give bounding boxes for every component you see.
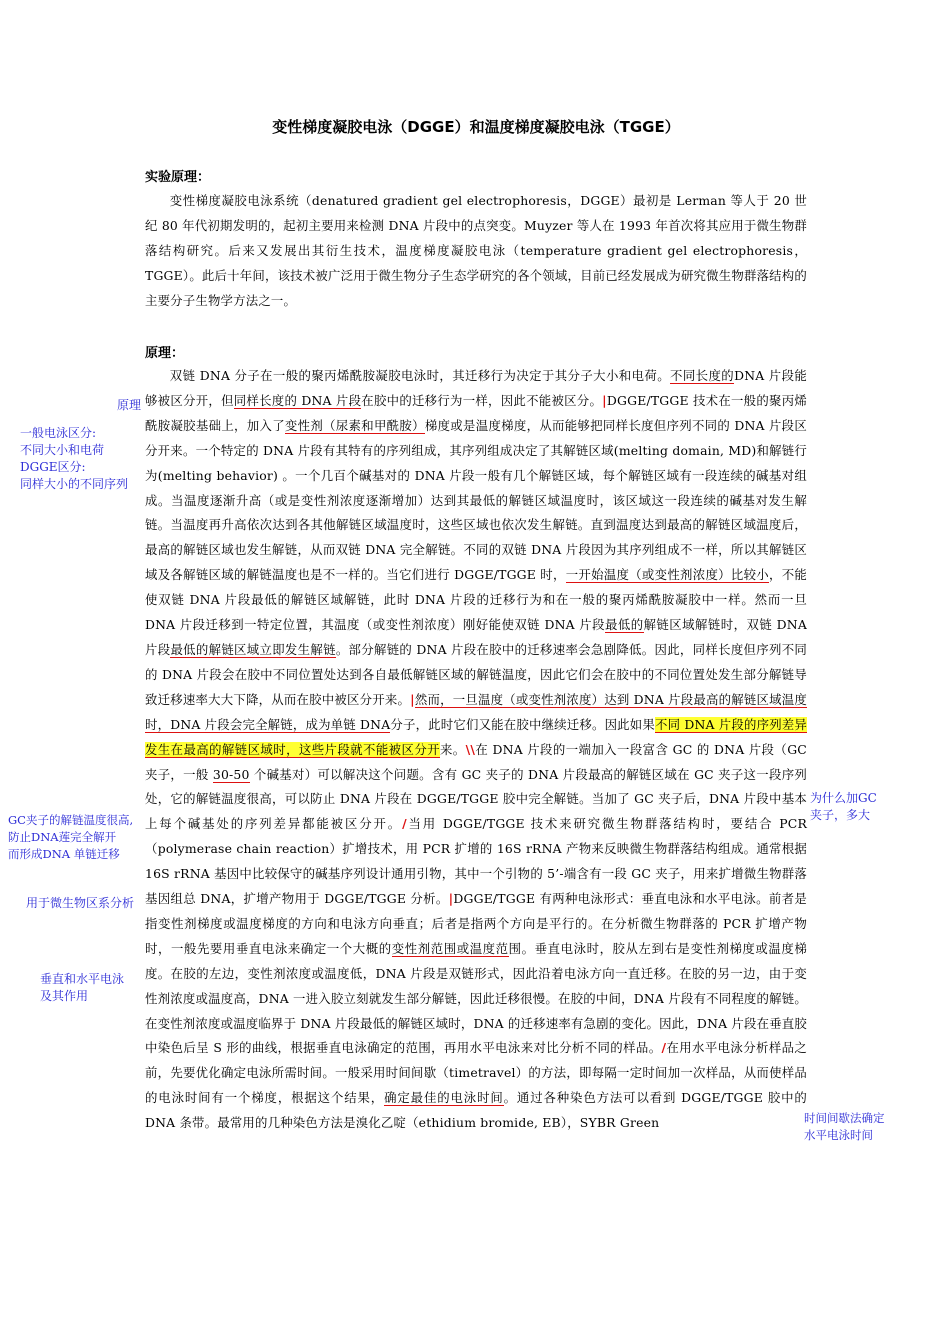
text-run: 在用水平电泳分析样品之前，先要优化确定电泳所需时间。一般采用时间间歇（timetravel）的方法，即每隔一定时间加一次样品，从而使样品的电泳时间有一个梯度，根据这个结果， (145, 1040, 808, 1106)
underlined-text: 30-50 (212, 766, 250, 782)
highlighted-text: 不同 DNA 片段的序列差异发生在最高的解链区域时，这些片段就不能被区分开 (145, 716, 807, 757)
underlined-text: 然而，一旦温度（或变性剂浓度）达到 DNA 片段最高的解链区域温度时，DNA 片段会完全解链，成为单链 DNA (145, 691, 808, 732)
underlined-text: 最低的解链区域立即发生解链 (170, 641, 336, 657)
note-line: DGGE区分: (20, 460, 86, 474)
note-line: 同样大小的不同序列 (20, 477, 129, 491)
underlined-text: 一开始温度（或变性剂浓度）比较小 (565, 567, 769, 583)
note-line: 防止DNA莲完全解开 (8, 830, 117, 844)
red-mark: | (410, 691, 415, 707)
text-run: 。部分解链的 DNA 片段在胶中的迁移速率会急剧降低。因此，同样长度但序列不同的 DNA 片段会在胶中不同位置处达到各自最低解链区域的解链温度，因此它们会在胶中的不同位置处发生部分解链导致迁移速率大大下降，从而在胶中被区分开来。 (145, 641, 808, 707)
margin-note-vertical-horizontal (40, 971, 124, 1005)
text-run: 解链区域解链时，双链 DNA 片段 (145, 617, 807, 657)
note-line: 垂直和水平电泳 (40, 972, 125, 986)
red-mark: \\ (465, 741, 476, 757)
text-run: 分子，此时它们又能在胶中继续迁移。因此如果 (390, 716, 655, 732)
margin-note-timetravel (804, 1110, 885, 1144)
note-line: 一般电泳区分: (20, 426, 97, 440)
underlined-text: 不同长度的 (670, 368, 735, 383)
underlined-text: 变性剂范围或温度范 (391, 940, 509, 956)
section-heading-experiment-principle: 实验原理： (145, 170, 211, 185)
red-mark: | (602, 392, 607, 408)
text-run: 围。垂直电泳时，胶从左到右是变性剂梯度或温度梯度。在胶的左边，变性剂浓度或温度低，DNA 片段是双链形式，因此沿着电泳方向一直迁移。在胶的另一边，由于变性剂浓度或温度高，DNA 一进入胶立刻就发生部分解链，因此迁移很慢。在胶的中间，DNA 片段有不同程度的解链。在变性剂浓度或温度临界于 DNA 片段最低的解链区域时，DNA 的迁移速率有急剧的变化。因此，DNA 片段在垂直胶中染色后呈 S 形的曲线，根据垂直电泳确定的范围，再用水平电泳来对比分析不同的样品。 (145, 940, 807, 1056)
underlined-text: 确定最佳的电泳时间 (384, 1090, 504, 1106)
text-run: 在胶中的迁移行为一样，因此不能被区分。 (361, 392, 603, 408)
note-line: 夹子，多大 (810, 808, 871, 822)
note-line: 不同大小和电荷 (20, 443, 105, 457)
margin-note-principle: 原理 (117, 398, 142, 412)
text-run: 个碱基对）可以解决这个问题。含有 GC 夹子的 DNA 片段最高的解链区域在 GC 夹子这一段序列处，它的解链温度很高，可以防止 DNA 片段在 DGGE/TGGE 胶中完全解链。当加了 GC 夹子后，DNA 片段中基本上每个碱基处的序列差异都能被区分开。 (145, 766, 807, 832)
text-run: DGGE/TGGE 有两种电泳形式：垂直电泳和水平电泳。前者是指变性剂梯度或温度梯度的方向和电泳方向垂直；后者是指两个方向是平行的。在分析微生物群落的 PCR 扩增产物时，一般先要用垂直电泳来确定一个大概的 (145, 891, 807, 956)
text-run: 。通过各种染色方法可以看到 DGGE/TGGE 胶中的 DNA 条带。最常用的几种染色方法是溴化乙啶（ethidium bromide, EB），SYBR Green (145, 1090, 807, 1131)
text-run: 在 DNA 片段的一端加入一段富含 GC 的 DNA 片段（GC 夹子，一般 (145, 741, 807, 782)
text-run: ，不能使双链 DNA 片段最低的解链区域解链，此时 DNA 片段的迁移行为和在一般的聚丙烯酰胺凝胶中一样。然而一旦 DNA 片段迁移到一特定位置，其温度（或变性剂浓度）刚好能使双链 DNA 片段 (145, 567, 807, 633)
red-mark: / (402, 816, 407, 832)
principle-paragraph (145, 364, 807, 1136)
note-line: GC夹子的解链温度很高, (8, 813, 134, 827)
margin-note-gc-clamp (8, 812, 133, 863)
margin-note-why-gc (810, 790, 877, 824)
text-run: 当用 DGGE/TGGE 技术来研究微生物群落结构时，要结合 PCR（polymerase chain reaction）扩增技术，用 PCR 扩增的 16S rRNA 产物来反映微生物群落结构组成。通常根据 16S rRNA 基因中比较保守的碱基序列设计通用引物，其中一个引物的 5’-端含有一段 GC 夹子，用来扩增微生物群落基因组总 DNA，扩增产物用于 DGGE/TGGE 分析。 (145, 816, 807, 907)
underlined-text: 变性剂（尿素和甲酰胺） (284, 417, 425, 433)
note-line: 水平电泳时间 (804, 1128, 873, 1142)
text-run: DGGE/TGGE 技术在一般的聚丙烯酰胺凝胶基础上，加入了 (145, 392, 807, 433)
margin-note-microbial: 用于微生物区系分析 (26, 896, 135, 910)
underlined-text: 同样长度的 DNA 片段 (233, 392, 362, 408)
note-line: 及其作用 (40, 989, 89, 1003)
note-line: 时间间歇法确定 (804, 1111, 885, 1125)
text-run: 梯度或是温度梯度，从而能够把同样长度但序列不同的 DNA 片段区分开来。一个特定的 DNA 片段有其特有的序列组成，其序列组成决定了其解链区域(melting domain, MD)和解链行为(melting behavior) 。一个几百个碱基对的 DNA 片段一般有几个解链区域，每个解链区域有一段连续的碱基对组成。当温度逐渐升高（或是变性剂浓度逐渐增加）达到其最低的解链区域温度时，该区域这一段连续的碱基对发生解链。当温度再升高依次达到各其他解链区域温度时，这些区域也依次发生解链。直到温度达到最高的解链区域温度后，最高的解链区域也发生解链，从而双链 DNA 完全解链。不同的双链 DNA 片段因为其序列组成不一样，所以其解链区域及各解链区域的解链温度也是不一样的。当它们进行 DGGE/TGGE 时， (145, 417, 807, 583)
note-line: 而形成DNA 单链迁移 (8, 847, 120, 861)
red-mark: / (661, 1040, 667, 1056)
margin-note-electrophoresis (20, 425, 128, 493)
red-mark: | (448, 891, 454, 907)
text-run: 来。 (439, 741, 466, 757)
note-line: 为什么加GC (810, 791, 877, 805)
text-run: DNA 片段能够被区分开，但 (145, 368, 807, 408)
page-title: 变性梯度凝胶电泳（DGGE）和温度梯度凝胶电泳（TGGE） (272, 118, 680, 136)
section-heading-principle: 原理： (145, 346, 185, 361)
intro-paragraph: 变性梯度凝胶电泳系统（denatured gradient gel electrophoresis，DGGE）最初是 Lerman 等人于 20 世纪 80 年代初期发明的，起初主要用来检测 DNA 片段中的点突变。Muyzer 等人在 1993 年首次将其应用于微生物群落结构研究。后来又发展出其衍生技术，温度梯度凝胶电泳（temperature gradient gel electrophoresis，TGGE）。此后十年间，该技术被广泛用于微生物分子生态学研究的各个领域，目前已经发展成为研究微生物群落结构的主要分子生物学方法之一。 (145, 193, 807, 308)
text-run: 双链 DNA 分子在一般的聚丙烯酰胺凝胶电泳时，其迁移行为决定于其分子大小和电荷。 (169, 368, 671, 383)
underlined-text: 最低的 (604, 617, 644, 633)
